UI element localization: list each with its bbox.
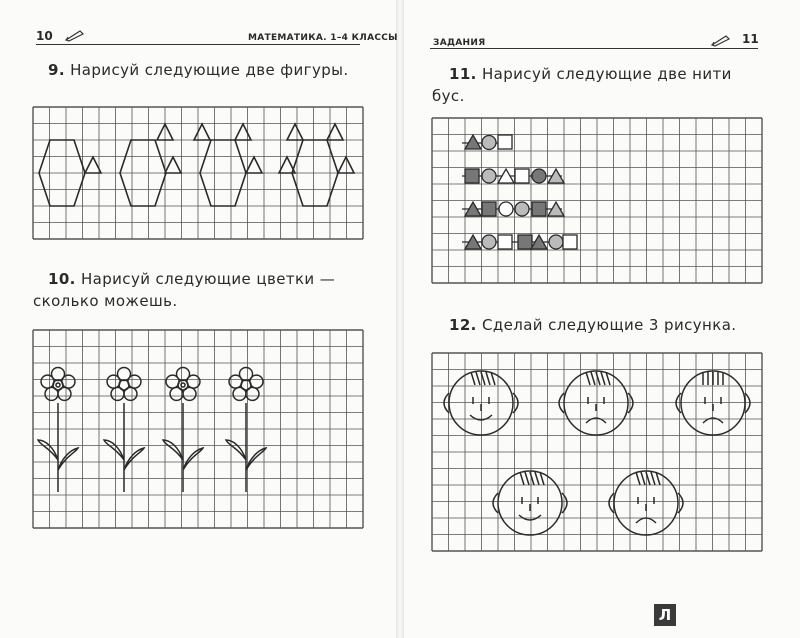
publisher-logo: Л bbox=[654, 604, 676, 626]
book-gutter bbox=[396, 0, 404, 638]
task-10-grid bbox=[33, 330, 363, 528]
task-12-text: Сделай следующие 3 рисунка. bbox=[481, 316, 737, 334]
face-4 bbox=[493, 471, 567, 535]
face-5 bbox=[609, 471, 683, 535]
task-12-grid bbox=[432, 353, 762, 551]
task-12-number: 12. bbox=[449, 316, 477, 334]
task-9-text: Нарисуй следующие две фигуры. bbox=[70, 61, 349, 79]
task-11-text-line1: Нарисуй следующие две нити bbox=[481, 65, 732, 83]
pencil-icon bbox=[710, 33, 732, 47]
flower-3 bbox=[163, 368, 203, 493]
bead-string-4 bbox=[462, 235, 577, 249]
left-header-rule bbox=[36, 44, 360, 45]
bead-string-3 bbox=[462, 202, 564, 216]
face-2 bbox=[559, 371, 633, 435]
bead-string-2 bbox=[462, 169, 564, 183]
left-page bbox=[0, 0, 396, 638]
left-page-number: 10 bbox=[36, 29, 53, 43]
task-10-heading bbox=[48, 269, 335, 289]
task-11-grid bbox=[432, 118, 762, 283]
task-9-grid bbox=[33, 107, 363, 239]
hexagon-figure-2 bbox=[120, 124, 181, 206]
task-11-heading bbox=[449, 64, 732, 84]
left-running-title: МАТЕМАТИКА. 1–4 КЛАССЫ bbox=[248, 33, 398, 43]
right-page-number: 11 bbox=[742, 32, 759, 46]
task-11-number: 11. bbox=[449, 65, 477, 83]
flower-2 bbox=[104, 368, 144, 493]
right-header-rule bbox=[430, 48, 758, 49]
task-9-heading bbox=[48, 60, 349, 80]
hexagon-figure-4 bbox=[279, 124, 354, 206]
flower-1 bbox=[38, 368, 78, 493]
flower-4 bbox=[226, 368, 266, 493]
task-10-number: 10. bbox=[48, 270, 76, 288]
bead-string-1 bbox=[462, 135, 512, 150]
task-9-number: 9. bbox=[48, 61, 65, 79]
face-3 bbox=[676, 371, 750, 435]
face-1 bbox=[444, 371, 518, 435]
hexagon-figure-3 bbox=[194, 124, 262, 206]
right-running-title: ЗАДАНИЯ bbox=[433, 38, 486, 48]
pencil-icon bbox=[64, 28, 86, 42]
task-12-heading bbox=[449, 315, 736, 335]
task-10-text-line1: Нарисуй следующие цветки — bbox=[80, 270, 336, 288]
task-11-text-line2: бус. bbox=[432, 87, 465, 105]
task-10-text-line2: сколько можешь. bbox=[33, 292, 178, 310]
